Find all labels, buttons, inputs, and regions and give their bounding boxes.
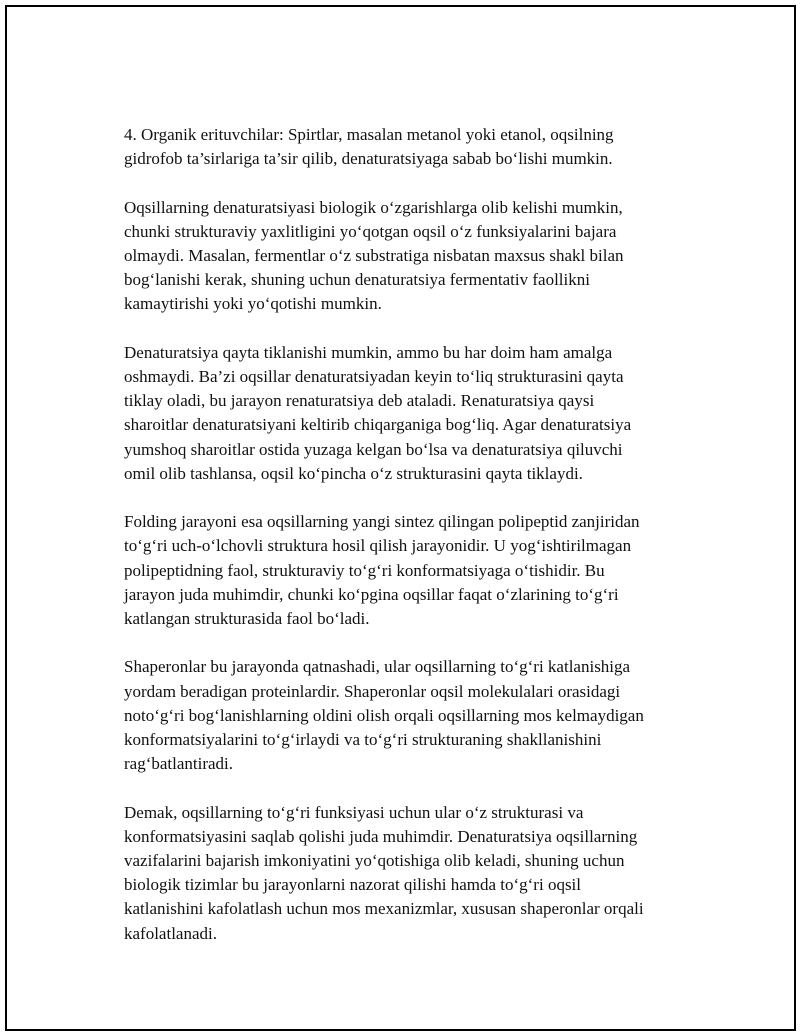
document-body	[124, 123, 704, 946]
text-line: kafolatlanadi.	[124, 923, 217, 943]
text-line: Oqsillarning denaturatsiyasi biologik o‘zgarishlarga olib kelishi mumkin,	[124, 197, 623, 217]
text-line: Demak, oqsillarning to‘g‘ri funksiyasi uchun ular o‘z strukturasi va	[124, 802, 584, 822]
text-line: katlangan strukturasida faol bo‘ladi.	[124, 609, 370, 629]
paragraph-organic-solvents	[124, 123, 704, 171]
paragraph-conclusion	[124, 801, 704, 946]
paragraph-denaturation-effects	[124, 196, 704, 317]
page-frame	[5, 5, 796, 1031]
text-line: yordam beradigan proteinlardir. Shaperonlar oqsil molekulalari orasidagi	[124, 681, 621, 701]
paragraph-renaturation	[124, 341, 704, 486]
text-line: noto‘g‘ri bog‘lanishlarning oldini olish orqali oqsillarning mos kelmaydigan	[124, 705, 644, 725]
text-line: Denaturatsiya qayta tiklanishi mumkin, ammo bu har doim ham amalga	[124, 342, 613, 362]
text-line: rag‘batlantiradi.	[124, 754, 234, 774]
text-line: oshmaydi. Ba’zi oqsillar denaturatsiyadan keyin to‘liq strukturasini qayta	[124, 367, 624, 386]
text-line: katlanishini kafolatlash uchun mos mexanizmlar, xususan shaperonlar orqali	[124, 899, 644, 919]
text-line: omil olib tashlansa, oqsil ko‘pincha o‘z strukturasini qayta tiklaydi.	[124, 463, 583, 483]
text-line: jarayon juda muhimdir, chunki ko‘pgina oqsillar faqat o‘zlarining to‘g‘ri	[124, 584, 619, 604]
text-line: kamaytirishi yoki yo‘qotishi mumkin.	[124, 294, 382, 314]
text-line: bog‘lanishi kerak, shuning uchun denaturatsiya fermentativ faollikni	[124, 270, 590, 290]
text-line: gidrofob ta’sirlariga ta’sir qilib, denaturatsiyaga sabab bo‘lishi mumkin.	[124, 149, 613, 169]
text-line: vazifalarini bajarish imkoniyatini yo‘qotishiga olib keladi, shuning uchun	[124, 851, 625, 871]
text-line: yumshoq sharoitlar ostida yuzaga kelgan bo‘lsa va denaturatsiya qiluvchi	[124, 439, 623, 459]
text-line: sharoitlar denaturatsiyani keltirib chiqarganiga bog‘liq. Agar denaturatsiya	[124, 415, 632, 435]
paragraph-folding	[124, 510, 704, 631]
text-line: olmaydi. Masalan, fermentlar o‘z substratiga nisbatan maxsus shakl bilan	[124, 246, 624, 265]
paragraph-chaperones	[124, 655, 704, 776]
text-line: polipeptidning faol, strukturaviy to‘g‘ri konformatsiyaga o‘tishidir. Bu	[124, 560, 605, 580]
text-line: biologik tizimlar bu jarayonlarni nazorat qilishi hamda to‘g‘ri oqsil	[124, 875, 581, 895]
text-line: 4. Organik erituvchilar: Spirtlar, masalan metanol yoki etanol, oqsilning	[124, 125, 614, 144]
text-line: tiklay oladi, bu jarayon renaturatsiya deb ataladi. Renaturatsiya qaysi	[124, 391, 595, 411]
text-line: konformatsiyasini saqlab qolishi juda muhimdir. Denaturatsiya oqsillarning	[124, 826, 638, 846]
text-line: Shaperonlar bu jarayonda qatnashadi, ular oqsillarning to‘g‘ri katlanishiga	[124, 657, 631, 677]
text-line: chunki strukturaviy yaxlitligini yo‘qotgan oqsil o‘z funksiyalarini bajara	[124, 221, 617, 241]
text-line: to‘g‘ri uch-o‘lchovli struktura hosil qilish jarayonidir. U yog‘ishtirilmagan	[124, 536, 632, 556]
text-line: konformatsiyalarini to‘g‘irlaydi va to‘g‘ri strukturaning shakllanishini	[124, 730, 602, 750]
text-line: Folding jarayoni esa oqsillarning yangi sintez qilingan polipeptid zanjiridan	[124, 512, 640, 532]
